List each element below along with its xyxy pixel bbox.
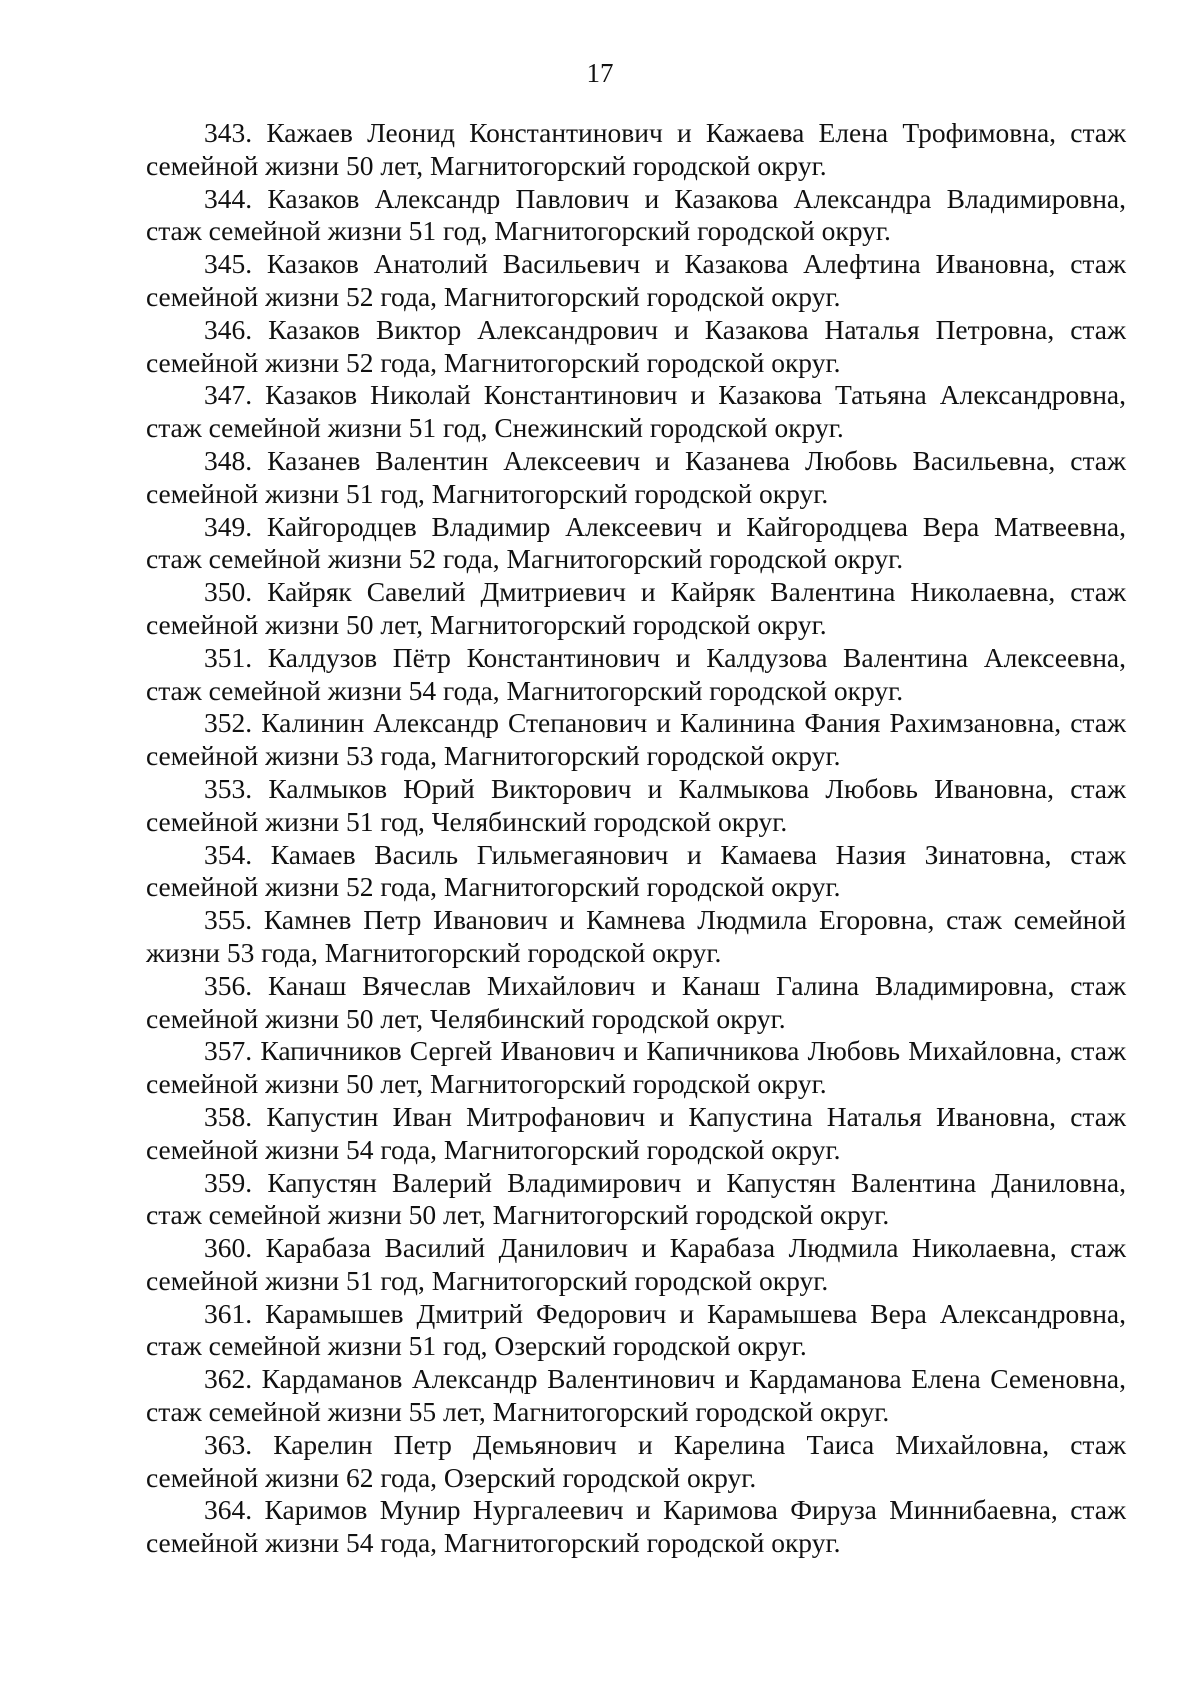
- list-item: 346. Казаков Виктор Александрович и Казакова Наталья Петровна, стаж семейной жизни 52 года, Магнитогорский городской округ.: [146, 313, 1126, 378]
- list-item: 362. Кардаманов Александр Валентинович и Кардаманова Елена Семеновна, стаж семейной жизни 55 лет, Магнитогорский городской округ.: [146, 1363, 1126, 1428]
- list-item: 358. Капустин Иван Митрофанович и Капустина Наталья Ивановна, стаж семейной жизни 54 года, Магнитогорский городской округ.: [146, 1100, 1126, 1165]
- list-item: 352. Калинин Александр Степанович и Калинина Фания Рахимзановна, стаж семейной жизни 53 года, Магнитогорский городской округ.: [146, 707, 1126, 772]
- entries-list: [146, 117, 1126, 1560]
- list-item: 357. Капичников Сергей Иванович и Капичникова Любовь Михайловна, стаж семейной жизни 50 лет, Магнитогорский городской округ.: [146, 1035, 1126, 1100]
- list-item: 349. Кайгородцев Владимир Алексеевич и Кайгородцева Вера Матвеевна, стаж семейной жизни 52 года, Магнитогорский городской округ.: [146, 510, 1126, 575]
- list-item: 359. Капустян Валерий Владимирович и Капустян Валентина Даниловна, стаж семейной жизни 50 лет, Магнитогорский городской округ.: [146, 1166, 1126, 1231]
- list-item: 347. Казаков Николай Константинович и Казакова Татьяна Александровна, стаж семейной жизни 51 год, Снежинский городской округ.: [146, 379, 1126, 444]
- list-item: 351. Калдузов Пётр Константинович и Калдузова Валентина Алексеевна, стаж семейной жизни 54 года, Магнитогорский городской округ.: [146, 641, 1126, 706]
- list-item: 356. Канаш Вячеслав Михайлович и Канаш Галина Владимировна, стаж семейной жизни 50 лет, Челябинский городской округ.: [146, 969, 1126, 1034]
- page-number: 17: [586, 58, 614, 88]
- list-item: 353. Калмыков Юрий Викторович и Калмыкова Любовь Ивановна, стаж семейной жизни 51 год, Челябинский городской округ.: [146, 772, 1126, 837]
- list-item: 345. Казаков Анатолий Васильевич и Казакова Алефтина Ивановна, стаж семейной жизни 52 года, Магнитогорский городской округ.: [146, 248, 1126, 312]
- list-item: 350. Кайряк Савелий Дмитриевич и Кайряк Валентина Николаевна, стаж семейной жизни 50 лет, Магнитогорский городской округ.: [146, 576, 1126, 640]
- list-item: 360. Карабаза Василий Данилович и Карабаза Людмила Николаевна, стаж семейной жизни 51 год, Магнитогорский городской округ.: [146, 1232, 1126, 1296]
- list-item: 363. Карелин Петр Демьянович и Карелина Таиса Михайловна, стаж семейной жизни 62 года, Озерский городской округ.: [146, 1428, 1126, 1493]
- list-item: 361. Карамышев Дмитрий Федорович и Карамышева Вера Александровна, стаж семейной жизни 51 год, Озерский городской округ.: [146, 1297, 1126, 1362]
- list-item: 343. Кажаев Леонид Константинович и Кажаева Елена Трофимовна, стаж семейной жизни 50 лет, Магнитогорский городской округ.: [146, 117, 1126, 181]
- list-item: 348. Казанев Валентин Алексеевич и Казанева Любовь Васильевна, стаж семейной жизни 51 год, Магнитогорский городской округ.: [146, 444, 1126, 509]
- list-item: 364. Каримов Мунир Нургалеевич и Каримова Фируза Миннибаевна, стаж семейной жизни 54 года, Магнитогорский городской округ.: [146, 1494, 1126, 1559]
- list-item: 355. Камнев Петр Иванович и Камнева Людмила Егоровна, стаж семейной жизни 53 года, Магнитогорский городской округ.: [146, 904, 1126, 968]
- list-item: 344. Казаков Александр Павлович и Казакова Александра Владимировна, стаж семейной жизни 51 год, Магнитогорский городской округ.: [146, 182, 1126, 247]
- list-item: 354. Камаев Василь Гильмегаянович и Камаева Назия Зинатовна, стаж семейной жизни 52 года, Магнитогорский городской округ.: [146, 838, 1126, 903]
